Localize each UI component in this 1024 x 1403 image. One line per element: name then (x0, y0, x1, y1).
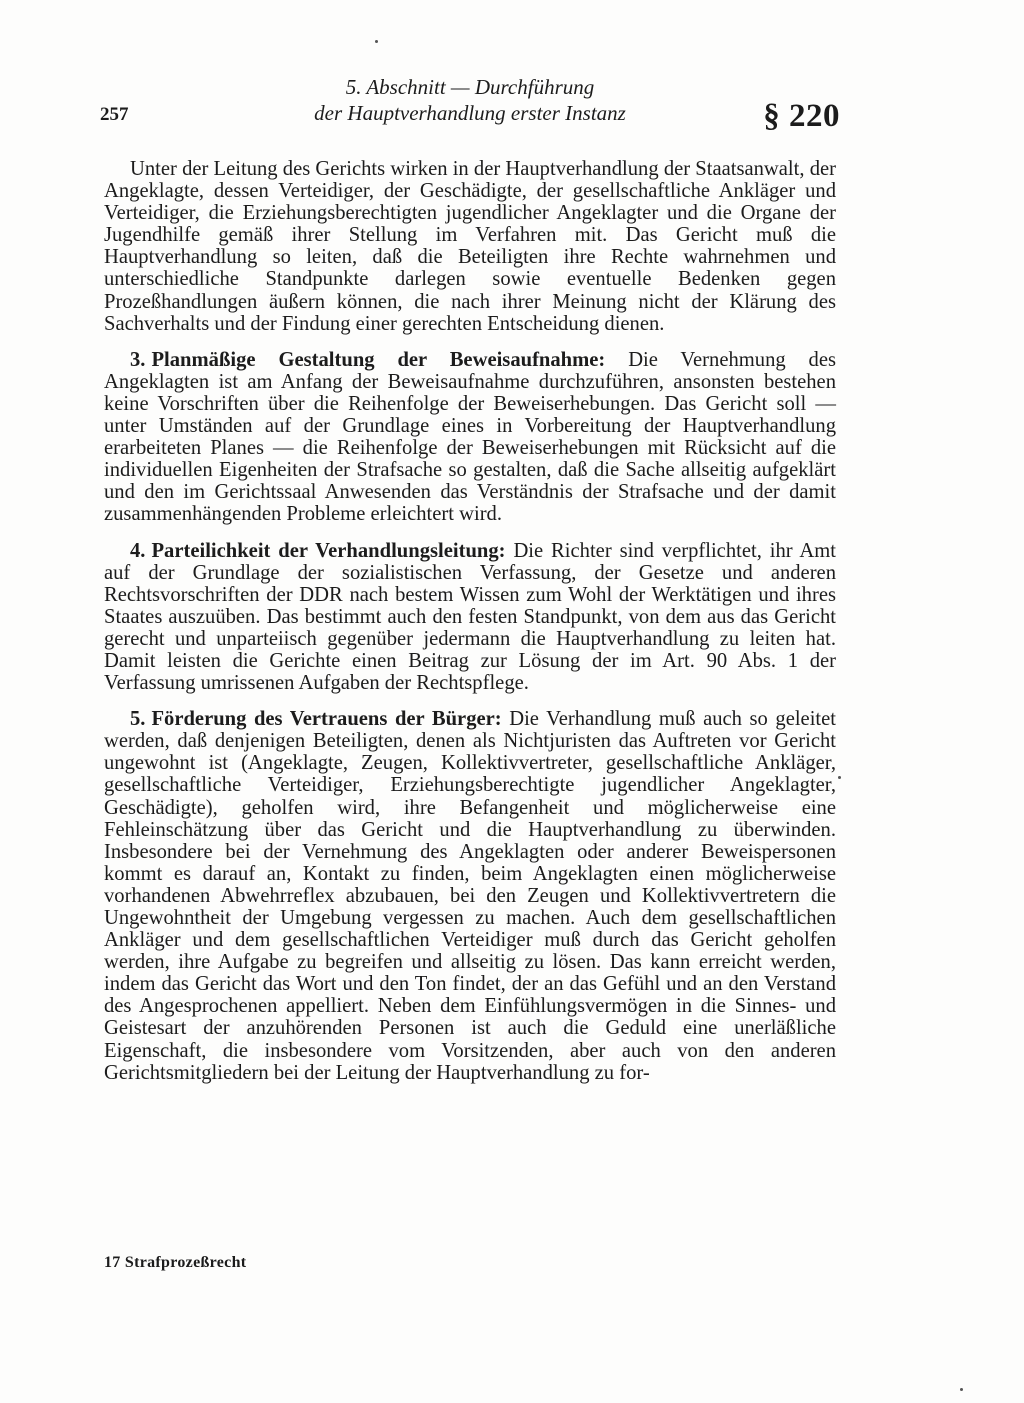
paragraph-text: Die Verhandlung muß auch so geleitet werden, daß denjenigen Beteiligten, denen als Nichtjuristen das Auftreten vor Gericht ungewohnt ist (Angeklagte, Zeugen, Kollektivvertreter, gesellschaftliche Ankläger, gesellschaftliche Verteidiger, Erziehungsberechtigte jugendlicher Angeklagter, Geschädigte), geholfen wird, ihre Befangenheit und möglicherweise eine Fehleinschätzung über das Gericht und die Hauptverhandlung zu überwinden. Insbesondere bei der Vernehmung des Angeklagten oder anderer Beweispersonen kommt es darauf an, Kontakt zu finden, beim Angeklagten einen möglicherweise vorhandenen Abwehrreflex abzubauen, bei den Zeugen und Kollektivvertretern die Ungewohntheit der Umgebung vergessen zu machen. Auch dem gesellschaftlichen Ankläger und dem gesellschaftlichen Verteidiger muß durch das Gericht geholfen werden, ihre Aufgabe zu begreifen und allseitig zu lösen. Das kann erreicht werden, indem das Gericht das Wort und den Ton findet, der an das Gefühl und an den Verstand des Angesprochenen appelliert. Neben dem Einfühlungsvermögen in die Sinnes- und Geistesart der anzuhörenden Personen ist auch die Geduld eine unerläßliche Eigenschaft, die insbesondere vom Vorsitzenden, aber auch von den anderen Gerichtsmitgliedern bei der Leitung der Hauptverhandlung zu for- (104, 708, 836, 1084)
paragraph-text: Die Vernehmung des Angeklagten ist am Anfang der Beweisaufnahme durchzuführen, ansonsten bestehen keine Vorschriften über die Reihenfolge der Beweiserhebungen. Das Gericht soll — unter Umständen auf der Grundlage eines in Vorbereitung der Hauptverhandlung erarbeiteten Planes — die Reihenfolge der Beweiserhebungen mit Rücksicht auf die individuellen Eigenheiten der Strafsache so gestalten, daß die Sache allseitig aufgeklärt und den im Gerichtssaal Anwesenden das Verständnis der Strafsache und der damit zusammenhängenden Probleme erleichtert wird. (104, 348, 837, 526)
running-head-line-1: 5. Abschnitt — Durchführung (345, 75, 595, 99)
paragraph-5 (104, 708, 836, 1084)
scan-speck (960, 1388, 963, 1391)
paragraph-4 (104, 540, 836, 695)
paragraph-number: 5. (130, 708, 146, 731)
paragraph-heading: Planmäßige Gestaltung der Beweisaufnahme: (151, 348, 606, 371)
paragraph-number: 4. (130, 539, 146, 562)
body-text (104, 158, 836, 1084)
paragraph-heading: Parteilichkeit der Verhandlungsleitung: (151, 539, 506, 562)
paragraph-text: Die Richter sind verpflichtet, ihr Amt auf der Grundlage der sozialistischen Verfassung, der Gesetze und anderen Rechtsvorschriften der DDR nach bestem Wissen zum Wohl der Werktätigen und ihres Staates auszuüben. Das bestimmt auch den festen Standpunkt, von dem aus das Gericht gerecht und unparteiisch gegenüber jedermann die Hauptverhandlung zu leiten hat. Damit leisten die Gerichte einen Beitrag zur Lösung der im Art. 90 Abs. 1 der Verfassung umrissenen Aufgaben der Rechtspflege. (104, 539, 836, 695)
section-number: § 220 (763, 98, 840, 134)
running-head-line-2: der Hauptverhandlung erster Instanz (314, 101, 626, 125)
paragraph-3 (104, 349, 836, 526)
paragraph-heading: Förderung des Vertrauens der Bürger: (151, 708, 502, 731)
scan-speck (375, 40, 378, 43)
paragraph-number: 3. (130, 348, 146, 371)
scan-speck (838, 776, 841, 779)
running-head (260, 74, 680, 126)
page-header (100, 70, 840, 140)
signature-line: 17 Strafprozeßrecht (104, 1254, 247, 1271)
page-number: 257 (100, 104, 129, 125)
paragraph-intro: Unter der Leitung des Gerichts wirken in der Hauptverhandlung der Staatsanwalt, der Angeklagte, dessen Verteidiger, der Geschädigte, der gesellschaftliche Ankläger und Verteidiger, die Erziehungsberechtigten jugendlicher Angeklagter und die Organe der Jugendhilfe gemäß ihrer Stellung im Verfahren mit. Das Gericht muß die Hauptverhandlung so leiten, daß die Beteiligten ihre Rechte wahrnehmen und unterschiedliche Standpunkte darlegen sowie eventuelle Bedenken gegen Prozeßhandlungen äußern können, die nach ihrer Meinung nicht der Klärung des Sachverhalts und der Findung einer gerechten Entscheidung dienen. (104, 158, 836, 335)
